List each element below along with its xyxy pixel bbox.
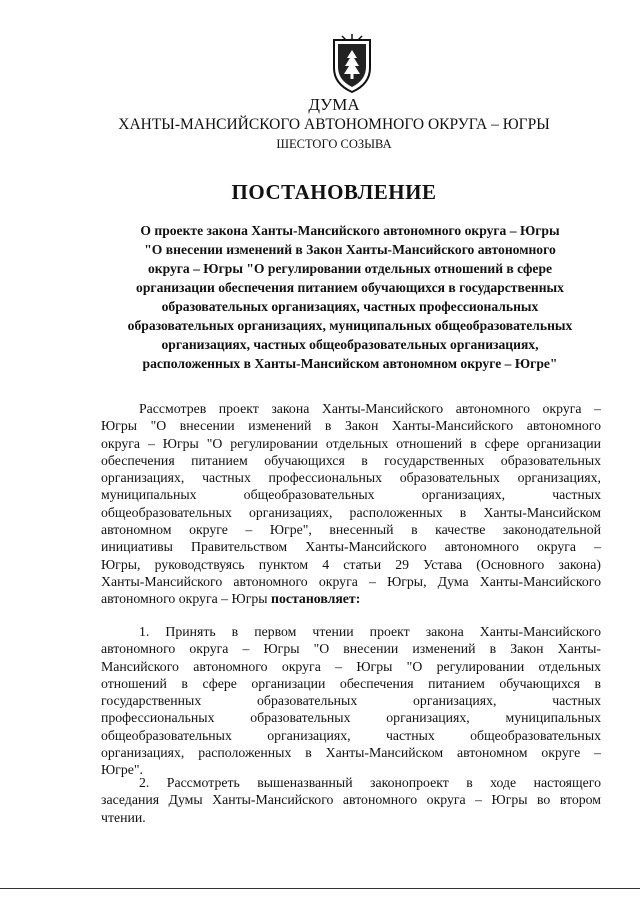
paragraph-line: общеобразовательных организациях, расположенных в Ханты-Мансийском <box>101 504 601 520</box>
paragraph-line: обеспечения питанием обучающихся в государственных образовательных <box>101 452 601 468</box>
subject-line: округа – Югры "О регулировании отдельных отношений в сфере <box>147 261 553 276</box>
paragraph-line: организациях, расположенных в Ханты-Мансийском автономном округе – <box>101 745 601 761</box>
paragraph-line: Югры, руководствуясь пунктом 4 статьи 29 Устава (Основного закона) <box>101 556 601 572</box>
paragraph-line: профессиональных образовательных организациях, муниципальных <box>101 710 601 726</box>
paragraph-last-line <box>101 590 601 607</box>
subject-line: организациях, частных общеобразовательных организациях, <box>161 337 539 352</box>
paragraph-line: автономного округа – Югры "О внесении изменений в Закон Ханты- <box>101 641 601 657</box>
footer-divider <box>0 888 640 889</box>
org-name: ДУМА <box>308 95 360 114</box>
subject-line: образовательных организациях, частных профессиональных <box>161 299 539 314</box>
resolution-item-2 <box>101 774 601 826</box>
paragraph-line: чтении. <box>101 809 146 825</box>
paragraph-line: автономного округа – Югры <box>101 591 271 607</box>
resolution-item-1 <box>101 623 601 779</box>
paragraph-line: государственных образовательных организациях, частных <box>101 693 601 709</box>
paragraph-line: 1. Принять в первом чтении проект закона Ханты-Мансийского <box>139 624 601 639</box>
subject-line: образовательных организациях, муниципальных общеобразовательных <box>127 318 573 333</box>
document-type-title: ПОСТАНОВЛЕНИЕ <box>231 180 437 204</box>
okrug-name: ХАНТЫ-МАНСИЙСКОГО АВТОНОМНОГО ОКРУГА – ЮГРЫ <box>118 116 550 133</box>
paragraph-line: Мансийского автономного округа – Югры "О регулировании отдельных <box>101 658 601 674</box>
paragraph-line: отношений в сфере организации обеспечения питанием обучающихся в <box>101 675 601 691</box>
subject-line: "О внесении изменений в Закон Ханты-Мансийского автономного <box>144 242 556 257</box>
subject-line: О проекте закона Ханты-Мансийского автономного округа – Югры <box>140 223 560 238</box>
paragraph-line: Югре". <box>101 762 143 778</box>
paragraph-line: инициативы Правительством Ханты-Мансийского автономного округа – <box>101 539 601 555</box>
document-subject <box>100 221 600 373</box>
paragraph-line: заседания Думы Ханты-Мансийского автономного округа – Югры во втором <box>101 792 601 808</box>
coat-of-arms-icon <box>330 34 374 94</box>
intro-paragraph <box>101 400 601 608</box>
paragraph-line: Рассмотрев проект закона Ханты-Мансийского автономного округа – <box>139 401 601 416</box>
paragraph-line: общеобразовательных организациях, частных общеобразовательных <box>101 727 601 743</box>
paragraph-line: Югры "О внесении изменений в Закон Ханты-Мансийского автономного <box>101 418 601 434</box>
paragraph-line: организациях, частных профессиональных образовательных организациях, <box>101 470 601 486</box>
convocation: ШЕСТОГО СОЗЫВА <box>276 137 392 151</box>
paragraph-line: Ханты-Мансийского автономного округа – Югры, Дума Ханты-Мансийского <box>101 573 601 589</box>
resolves-keyword: постановляет: <box>271 591 361 607</box>
paragraph-line: автономном округе – Югре", внесенный в качестве законодательной <box>101 522 601 538</box>
paragraph-line: 2. Рассмотреть вышеназванный законопроект в ходе настоящего <box>139 775 601 790</box>
paragraph-line: округа – Югры "О регулировании отдельных отношений в сфере организации <box>101 435 601 451</box>
subject-line: расположенных в Ханты-Мансийском автономном округе – Югре" <box>142 356 558 371</box>
subject-line: организации обеспечения питанием обучающихся в государственных <box>136 280 564 295</box>
paragraph-line: муниципальных общеобразовательных организациях, частных <box>101 487 601 503</box>
